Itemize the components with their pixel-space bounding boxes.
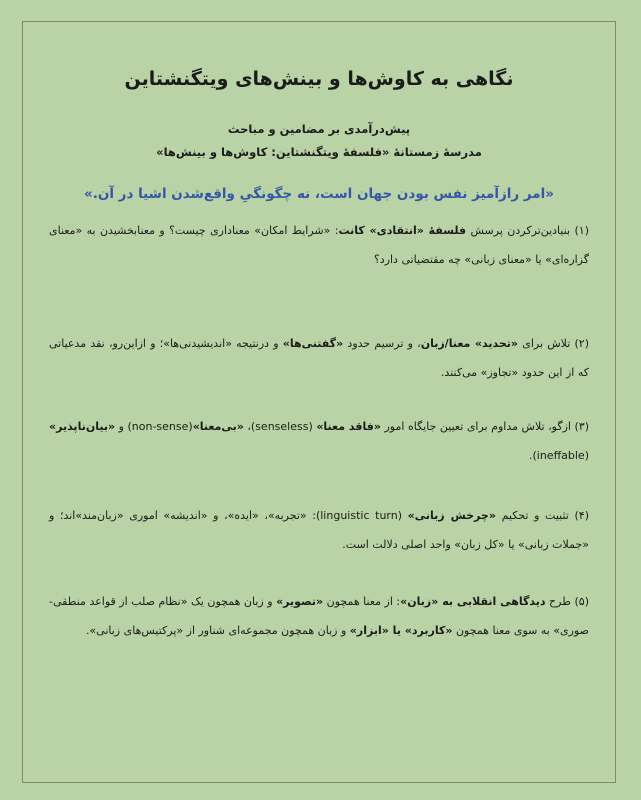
bold-text: «کاربرد» یا «ابزار» <box>349 624 453 637</box>
paragraph-3 <box>49 412 589 470</box>
text: و درنتیجه «اندیشیدنی‌ها»؛ و ازاین‌رو، نقد مدعیاتی که از این حدود «تجاوز» می‌کنند. <box>49 337 589 379</box>
bold-text: فلسفهٔ «انتقادی» کانت <box>338 224 467 237</box>
text: (non-sense) و <box>115 420 193 433</box>
text: و زبان همچون یک «نظام صلب از قواعد منطقی-صوری» به سوی معنا همچون <box>49 595 589 637</box>
bold-text: «گفتنی‌ها» <box>282 337 344 350</box>
page-title: نگاهی به کاوش‌ها و بینش‌های ویتگنشتاین <box>124 68 514 90</box>
text: (linguistic turn): «تجربه»، «ایده»، و «اندیشه» اموری «زبان‌مند»اند؛ و «جملات زبانی» یا «کل زبان» واحد اصلی دلالت است. <box>49 509 589 551</box>
text: ، و ترسیم حدود <box>343 337 421 350</box>
document-page <box>22 21 616 783</box>
text: : از معنا همچون <box>323 595 401 608</box>
paragraph-2 <box>49 329 589 387</box>
quote: «امر رازآمیز نفس بودن جهان است، نه چگونگیِ واقع‌شدن اشیا در آن.» <box>83 186 554 202</box>
text: (۵) طرح <box>545 595 590 608</box>
bold-text: «بی‌معنا» <box>192 420 244 433</box>
paragraph-1 <box>49 216 589 274</box>
text: (senseless)، <box>243 420 317 433</box>
subtitle: پیش‌درآمدی بر مضامین و مباحث <box>227 122 411 136</box>
bold-text: «تحدید» معنا/زبان <box>420 337 518 350</box>
text: (ineffable). <box>528 449 589 462</box>
bold-text: «فاقد معنا» <box>316 420 381 433</box>
text: (۱) بنیادین‌ترکردن پرسش <box>466 224 589 237</box>
bold-text: «تصویر» <box>276 595 324 608</box>
bold-text: «بیان‌ناپذیر» <box>49 420 116 433</box>
text: (۴) تثبیت و تحکیم <box>495 509 589 522</box>
paragraph-4 <box>49 501 589 559</box>
paragraph-5 <box>49 587 589 645</box>
text: : «شرایط امکان» معناداری چیست؟ و معنابخشیدن به «معنای گزاره‌ای» یا «معنای زبانی» چه مقتضیاتی دارد؟ <box>49 224 589 266</box>
text: (۲) تلاش برای <box>518 337 589 350</box>
text: و زبان همچون مجموعه‌ای شناور از «پرکتیس‌های زبانی». <box>85 624 350 637</box>
bold-text: دیدگاهی انقلابی به «زبان» <box>400 595 546 608</box>
bold-text: «چرخش زبانی» <box>407 509 496 522</box>
school-subtitle: مدرسهٔ زمستانهٔ «فلسفهٔ ویتگنشتاین: کاوش‌ها و بینش‌ها» <box>156 145 482 159</box>
text: (۳) ازگو، تلاش مداوم برای تعیین جایگاه امور <box>380 420 590 433</box>
